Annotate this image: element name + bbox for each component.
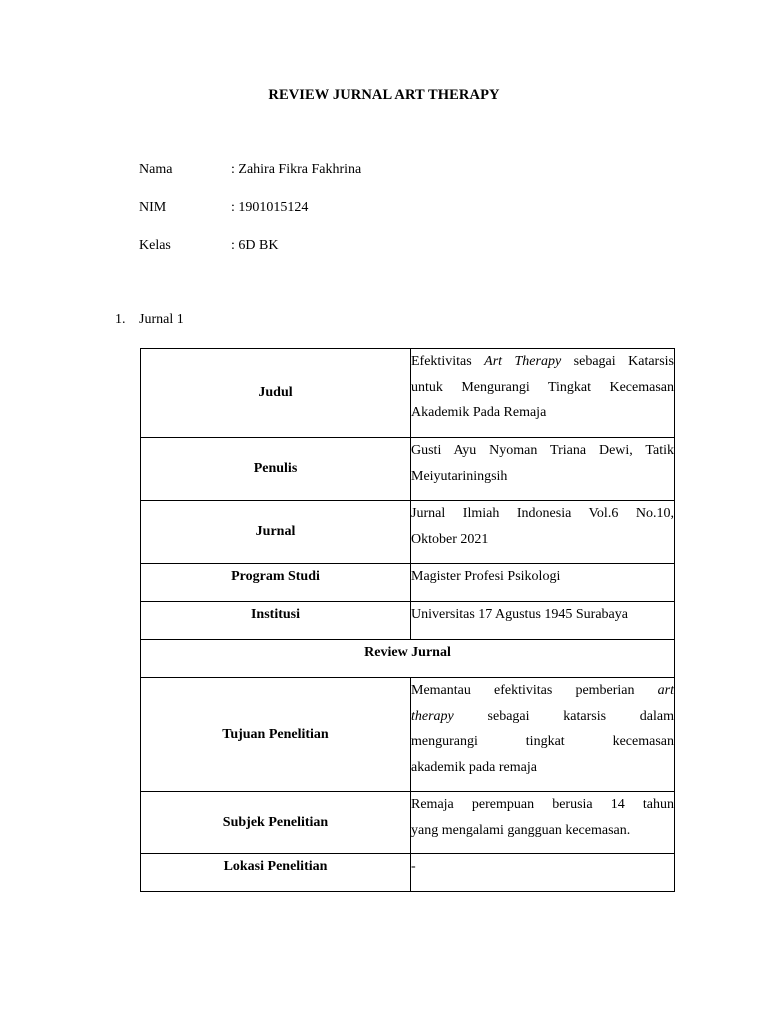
- tujuan-line-1-em: art: [657, 683, 674, 698]
- penulis-line-2: Meiyutariningsih: [411, 468, 508, 484]
- table-row-judul: [141, 349, 675, 438]
- judul-line-1-post: sebagai Katarsis: [561, 354, 675, 369]
- judul-line-1: [411, 349, 674, 375]
- table-row-tujuan: [141, 678, 675, 792]
- list-label: Jurnal 1: [139, 312, 184, 327]
- list-item-jurnal-1: [115, 312, 184, 328]
- tujuan-line-2-post: sebagai katarsis dalam: [453, 708, 674, 724]
- table-row-penulis: [141, 438, 675, 501]
- kelas-value: : 6D BK: [231, 238, 279, 253]
- judul-line-3: Akademik Pada Remaja: [411, 405, 547, 420]
- nim-label: NIM: [139, 200, 167, 215]
- tujuan-line-4: akademik pada remaja: [411, 759, 537, 775]
- tujuan-line-1-pre: Memantau efektivitas pemberian: [411, 683, 658, 698]
- jurnal-value: [411, 501, 675, 564]
- subjek-line-1: Remaja perempuan berusia 14 tahun: [411, 797, 674, 812]
- institusi-label: Institusi: [141, 602, 411, 640]
- judul-line-1-pre: Efektivitas: [411, 354, 485, 369]
- review-header: Review Jurnal: [141, 640, 675, 678]
- table-row-prodi: [141, 564, 675, 602]
- document-title: REVIEW JURNAL ART THERAPY: [268, 87, 500, 103]
- tujuan-line-1: [411, 678, 674, 704]
- judul-label: Judul: [141, 349, 411, 438]
- table-row-review-header: [141, 640, 675, 678]
- tujuan-line-2: [411, 704, 674, 730]
- subjek-value: [411, 792, 675, 854]
- prodi-value: Magister Profesi Psikologi: [411, 564, 675, 602]
- judul-value: [411, 349, 675, 438]
- judul-line-1-em: Art Therapy: [484, 354, 562, 369]
- table-row-subjek: [141, 792, 675, 854]
- review-table: [140, 348, 675, 892]
- judul-line-2: untuk Mengurangi Tingkat Kecemasan: [411, 379, 674, 395]
- table-row-institusi: [141, 602, 675, 640]
- kelas-label: Kelas: [139, 238, 171, 253]
- jurnal-label: Jurnal: [141, 501, 411, 564]
- lokasi-value: -: [411, 854, 675, 892]
- identity-nim-row: [139, 200, 308, 216]
- tujuan-line-2-em: therapy: [411, 708, 454, 724]
- penulis-value: [411, 438, 675, 501]
- lokasi-label: Lokasi Penelitian: [141, 854, 411, 892]
- nim-value: : 1901015124: [231, 200, 309, 215]
- list-number: 1.: [115, 312, 126, 327]
- tujuan-line-3: mengurangi tingkat kecemasan: [411, 734, 674, 749]
- penulis-line-1: Gusti Ayu Nyoman Triana Dewi, Tatik: [411, 443, 674, 458]
- penulis-label: Penulis: [141, 438, 411, 501]
- nama-label: Nama: [139, 162, 173, 177]
- institusi-value: Universitas 17 Agustus 1945 Surabaya: [411, 602, 675, 640]
- subjek-label: Subjek Penelitian: [141, 792, 411, 854]
- subjek-line-2: yang mengalami gangguan kecemasan.: [411, 822, 631, 838]
- tujuan-value: [411, 678, 675, 792]
- jurnal-line-1: Jurnal Ilmiah Indonesia Vol.6 No.10,: [411, 506, 674, 521]
- identity-kelas-row: [139, 238, 278, 254]
- table-row-jurnal: [141, 501, 675, 564]
- table-row-lokasi: [141, 854, 675, 892]
- prodi-label: Program Studi: [141, 564, 411, 602]
- nama-value: : Zahira Fikra Fakhrina: [231, 162, 362, 177]
- tujuan-label: Tujuan Penelitian: [141, 678, 411, 792]
- jurnal-line-2: Oktober 2021: [411, 531, 489, 547]
- identity-nama-row: [139, 162, 361, 178]
